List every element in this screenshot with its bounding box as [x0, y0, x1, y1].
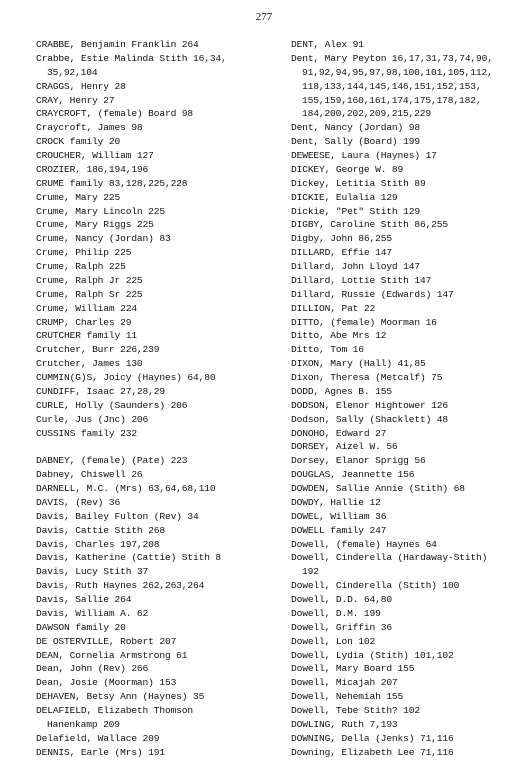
index-entry: Dorsey, Elanor Sprigg 56	[291, 455, 426, 467]
index-entry: 155,159,160,161,174,175,178,182,	[302, 94, 482, 106]
index-entry: Crume, Philip 225	[36, 247, 132, 259]
index-entry: Davis, Bailey Fulton (Rev) 34	[36, 510, 199, 522]
index-entry: DEHAVEN, Betsy Ann (Haynes) 35	[36, 691, 205, 703]
index-entry: DAWSON family 20	[36, 621, 126, 633]
index-entry: CUSSINS family 232	[36, 427, 137, 439]
index-entry: CRUMP, Charles 29	[36, 316, 132, 328]
index-entry: Dent, Sally (Board) 199	[291, 136, 420, 148]
index-entry: Davis, Charles 197,208	[36, 538, 160, 550]
index-entry: Crume, Mary 225	[36, 191, 121, 203]
index-entry: DOWDY, Hallie 12	[291, 496, 381, 508]
index-entry: Davis, Sallie 264	[36, 594, 132, 605]
index-entry: Dowell, Griffin 36	[291, 621, 392, 633]
index-entry: Dowell, D.M. 199	[291, 607, 381, 619]
index-entry: Dent, Nancy (Jordan) 98	[291, 122, 420, 134]
index-entry: Dent, Mary Peyton 16,17,31,73,74,90,	[291, 52, 493, 64]
index-entry: Crume, Mary Riggs 225	[36, 219, 154, 231]
index-entry: Dowell, D.D. 64,80	[291, 594, 392, 605]
index-entry: Dabney, Chiswell 26	[36, 469, 143, 481]
index-entry: Dean, John (Rev) 266	[36, 663, 149, 675]
index-entry: Hanenkamp 209	[47, 718, 120, 730]
page-number: 277	[255, 11, 273, 23]
index-entry: Ditto, Tom 16	[291, 344, 364, 356]
index-entry: Ditto, Abe Mrs 12	[291, 330, 387, 342]
index-entry: Curle, Jus (Jnc) 206	[36, 413, 149, 425]
index-entry: Delafield, Wallace 209	[36, 732, 160, 744]
index-entry: CURLE, Holly (Saunders) 206	[36, 399, 188, 411]
index-entry: Crutcher, Burr 226,239	[36, 344, 160, 356]
index-entry: Dean, Josie (Moorman) 153	[36, 677, 177, 689]
index-entry: Craycroft, James 98	[36, 122, 143, 134]
index-entry: DAVIS, (Rev) 36	[36, 496, 121, 508]
index-entry: Dowell, Tebe Stith? 102	[291, 705, 420, 716]
index-entry: CRAGGS, Henry 28	[36, 80, 126, 92]
index-entry: Dillard, John Lloyd 147	[291, 261, 420, 272]
index-entry: CRUTCHER family 11	[36, 330, 137, 342]
index-entry: 184,200,202,209,215,229	[302, 108, 431, 120]
index-entry: DONOHO, Edward 27	[291, 427, 387, 439]
index-entry: DOWLING, Ruth 7,193	[291, 718, 398, 730]
index-entry: DITTO, (female) Moorman 16	[291, 316, 437, 328]
index-entry: Digby, John 86,255	[291, 233, 392, 245]
index-entry: DIGBY, Caroline Stith 86,255	[291, 219, 449, 231]
index-entry: 192	[302, 566, 319, 578]
index-entry: Dowell, Lydia (Stith) 101,102	[291, 649, 454, 661]
index-entry: Davis, William A. 62	[36, 607, 149, 619]
index-entry: Dodson, Sally (Shacklett) 48	[291, 413, 449, 425]
index-entry: Crume, Ralph Sr 225	[36, 288, 143, 300]
index-entry: DICKEY, George W. 89	[291, 163, 404, 175]
index-entry: Crume, Mary Lincoln 225	[36, 205, 165, 217]
index-entry: Dickie, "Pet" Stith 129	[291, 205, 420, 217]
index-entry: CROUCHER, William 127	[36, 150, 154, 161]
index-entry: Dickey, Letitia Stith 89	[291, 177, 426, 189]
index-entry: DOWDEN, Sallie Annie (Stith) 68	[291, 483, 465, 494]
index-entry: DARNELL, M.C. (Mrs) 63,64,68,110	[36, 483, 216, 494]
index-entry: Davis, Katherine (Cattie) Stith 8	[36, 552, 222, 564]
index-entry: DENT, Alex 91	[291, 39, 364, 50]
index-entry: DILLARD, Effie 147	[291, 247, 392, 259]
index-entry: CRAY, Henry 27	[36, 94, 115, 106]
index-entry: Dowell, Cinderella (Stith) 100	[291, 580, 460, 592]
index-entry: DOWEL, William 36	[291, 510, 387, 522]
index-entry: Crume, Ralph Jr 225	[36, 274, 143, 286]
index-entry: Crume, Nancy (Jordan) 83	[36, 233, 171, 245]
index-entry: Downing, Elizabeth Lee 71,116	[291, 746, 454, 758]
index-entry: DE OSTERVILLE, Robert 207	[36, 635, 177, 647]
index-entry: Davis, Cattie Stith 268	[36, 524, 165, 536]
index-entry: CROZIER, 186,194,196	[36, 163, 149, 175]
index-entry: CRUME family 83,128,225,228	[36, 177, 188, 189]
index-entry: Crutcher, James 130	[36, 358, 143, 370]
index-entry: DICKIE, Eulalia 129	[291, 191, 398, 203]
index-entry: DELAFIELD, Elizabeth Thomson	[36, 705, 194, 716]
index-entry: DOWNING, Della (Jenks) 71,116	[291, 732, 454, 744]
index-column-right	[291, 38, 528, 760]
index-entry: Dowell, Mary Board 155	[291, 663, 415, 675]
index-entry: Crabbe, Estie Malinda Stith 16,34,	[36, 52, 227, 64]
index-entry: DODSON, Elenor Hightower 126	[291, 399, 449, 411]
index-entry: Crume, Ralph 225	[36, 261, 126, 272]
index-entry: Dillard, Russie (Edwards) 147	[291, 288, 454, 300]
index-entry: DEWEESE, Laura (Haynes) 17	[291, 150, 437, 161]
index-entry: DENNIS, Earle (Mrs) 191	[36, 746, 165, 758]
index-entry: 91,92,94,95,97,98,100,101,105,112,	[302, 66, 493, 78]
index-entry: CUNDIFF, Isaac 27,28,29	[36, 385, 165, 397]
index-entry: Davis, Ruth Haynes 262,263,264	[36, 580, 205, 592]
index-entry: Dowell, Micajah 207	[291, 677, 398, 689]
index-entry: Dowell, Lon 102	[291, 635, 376, 647]
index-entry: Davis, Lucy Stith 37	[36, 566, 149, 578]
index-entry: CUMMIN(G)S, Joicy (Haynes) 64,80	[36, 372, 216, 383]
index-entry: CROCK family 20	[36, 136, 121, 148]
index-entry: DABNEY, (female) (Pate) 223	[36, 455, 188, 467]
index-entry: CRAYCROFT, (female) Board 98	[36, 108, 194, 120]
index-entry: 118,133,144,145,146,151,152,153,	[302, 80, 482, 92]
index-entry: CRABBE, Benjamin Franklin 264	[36, 39, 199, 50]
section-gap	[36, 440, 288, 454]
index-entry: Dowell, Cinderella (Hardaway-Stith)	[291, 552, 488, 564]
index-entry: DOUGLAS, Jeannette 156	[291, 469, 415, 481]
index-entry: DODD, Agnes B. 155	[291, 385, 392, 397]
index-column-left	[36, 38, 288, 760]
index-entry: DORSEY, Aizel W. 56	[291, 441, 398, 453]
index-entry: DEAN, Cornelia Armstrong 61	[36, 649, 188, 661]
index-entry: 35,92,104	[47, 66, 98, 78]
index-entry: Dixon, Theresa (Metcalf) 75	[291, 372, 443, 383]
index-entry: Dowell, (female) Haynes 64	[291, 538, 437, 550]
index-entry: Dowell, Nehemiah 155	[291, 691, 404, 703]
index-entry: Crume, William 224	[36, 302, 137, 314]
index-entry: DOWELL family 247	[291, 524, 387, 536]
index-entry: Dillard, Lottie Stith 147	[291, 274, 432, 286]
index-entry: DIXON, Mary (Hall) 41,85	[291, 358, 426, 370]
index-entry: DILLION, Pat 22	[291, 302, 376, 314]
